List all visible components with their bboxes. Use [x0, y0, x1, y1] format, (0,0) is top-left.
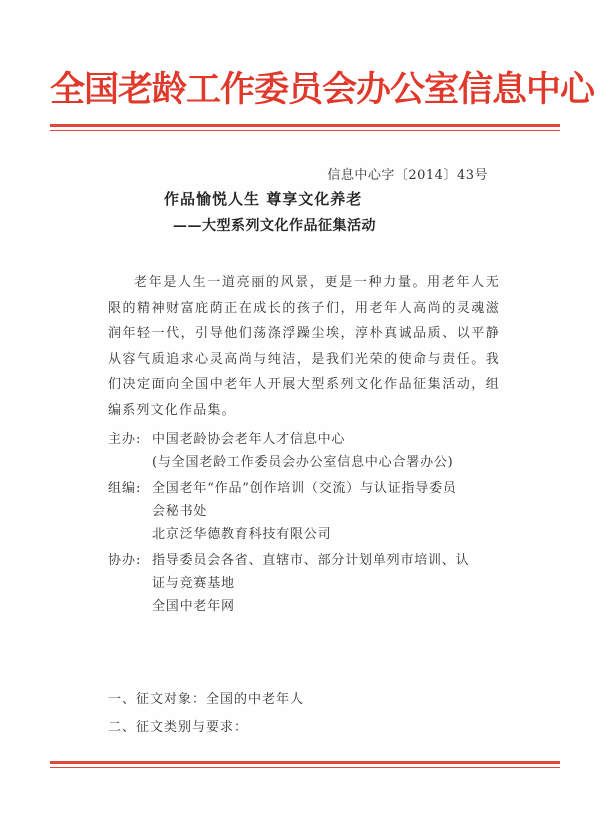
document-number: 信息中心字〔2014〕43号: [327, 168, 488, 183]
organizer-line: 北京泛华德教育科技有限公司: [152, 527, 332, 542]
footer-rule-thick: [50, 761, 560, 764]
organizer-line: 证与竞赛基地: [152, 576, 235, 591]
section-heading-1: 一、征文对象：全国的中老年人: [108, 692, 305, 707]
intro-line: 的精神财富庇荫正在成长的孩子们，用老年人高尚的灵魂滋润年: [108, 300, 500, 341]
organizer-compiler: [108, 477, 500, 546]
document-title: 作品愉悦人生 尊享文化养老: [164, 190, 363, 208]
header-rule-thick: [50, 124, 560, 127]
document-subtitle: ——大型系列文化作品征集活动: [173, 218, 376, 234]
organizer-host: [108, 428, 500, 474]
organizer-cohost: [108, 549, 500, 618]
document-body: [108, 270, 500, 618]
organizer-line: 中国老龄协会老年人才信息中心: [152, 432, 346, 447]
masthead-title: 全国老龄工作委员会办公室信息中心: [50, 69, 595, 110]
organizer-label: 协办:: [108, 553, 142, 568]
intro-line: 作品集。: [179, 402, 236, 418]
organizer-line: 全国中老年网: [152, 599, 235, 614]
section-heading-2: 二、征文类别与要求：: [108, 720, 249, 735]
intro-paragraph: [108, 270, 500, 423]
organizer-line: 指导委员会各省、直辖市、部分计划单列市培训、认: [152, 553, 470, 568]
organizer-line: 全国老年“作品”创作培训（交流）与认证指导委员: [152, 481, 457, 496]
intro-line: 向全国中老年人开展大型系列文化作品征集活动，组编系列文化: [108, 377, 500, 418]
intro-line: 质追求心灵高尚与纯洁，是我们光荣的使命与责任。我们决定面: [108, 351, 500, 392]
organizers-block: [108, 428, 500, 618]
organizer-line: (与全国老龄工作委员会办公室信息中心合署办公): [152, 455, 454, 470]
intro-line: 老年是人生一道亮丽的风景，更是一种力量。用老年人无限: [108, 275, 500, 316]
header-rule-thin: [50, 130, 560, 131]
footer-rule-thin: [50, 767, 560, 768]
intro-line: 轻一代，引导他们荡涤浮躁尘埃，淳朴真诚品质、以平静从容气: [108, 326, 500, 367]
organizer-line: 会秘书处: [152, 504, 208, 519]
organizer-label: 组编:: [108, 481, 142, 496]
organizer-label: 主办:: [108, 432, 142, 447]
